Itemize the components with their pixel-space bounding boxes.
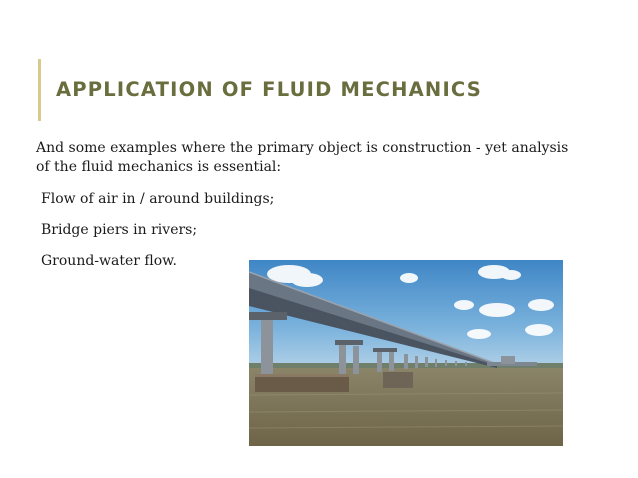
intro-line-1: And some examples where the primary object is construction - yet analysis [36, 140, 569, 156]
slide-title: APPLICATION OF FLUID MECHANICS [56, 78, 483, 101]
bridge-photo [249, 260, 563, 446]
bridge-over-river-image [249, 260, 563, 446]
intro-paragraph [36, 139, 616, 177]
intro-line-2: of the fluid mechanics is essential: [36, 159, 282, 175]
bullet-item: Bridge piers in rivers; [41, 222, 198, 238]
title-accent-bar [38, 59, 41, 121]
bullet-item: Ground-water flow. [41, 253, 177, 269]
bullet-list [41, 190, 274, 283]
bullet-item: Flow of air in / around buildings; [41, 191, 275, 207]
